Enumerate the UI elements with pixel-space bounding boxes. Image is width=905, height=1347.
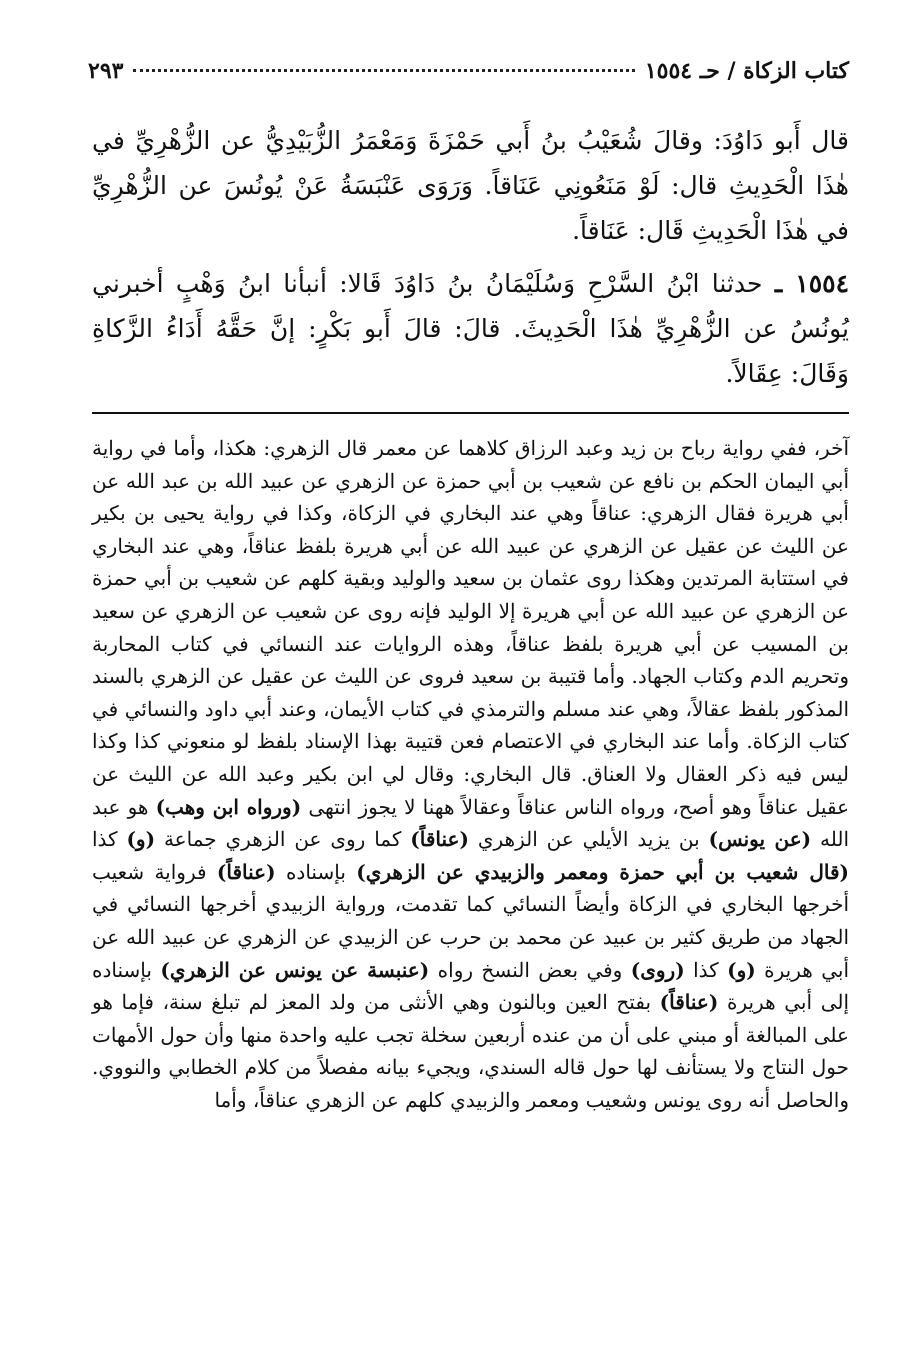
commentary-text: بن يزيد الأيلي عن الزهري xyxy=(477,827,700,852)
running-title: كتاب الزكاة / حـ ١٥٥٤ xyxy=(644,58,849,84)
header-dot-leader xyxy=(133,69,634,72)
commentary-text: كذا xyxy=(693,957,719,982)
commentary-text: كذا xyxy=(92,827,118,852)
commentary-heading: (روى) xyxy=(630,957,685,982)
commentary-heading: (عن يونس) xyxy=(708,827,812,852)
commentary-heading: (عناقاً) xyxy=(410,827,469,852)
commentary-text: بإسناده إلى أبي هريرة xyxy=(92,957,850,1015)
footnote-divider xyxy=(92,412,849,414)
hadith-text: حدثنا ابْنُ السَّرْحِ وَسُلَيْمَانُ بنُ دَاوُدَ قَالا: أنبأنا ابنُ وَهْبٍ أخبرني يُونُسُ عن الزُّهْرِيِّ هٰذَا الْحَدِيثَ. قالَ: قالَ أَبو بَكْرٍ: إنَّ حَقَّهُ أَدَاءُ الزَّكاةِ وَقَالَ: عِقَالاً. xyxy=(92,269,849,388)
page-header xyxy=(88,58,849,92)
main-text xyxy=(92,118,849,396)
commentary-footnotes xyxy=(92,432,849,1116)
commentary-heading: (عنبسة عن يونس عن الزهري) xyxy=(160,957,430,982)
commentary-heading: (و) xyxy=(126,827,156,852)
main-paragraph-1: قال أَبو دَاوُدَ: وقالَ شُعَيْبُ بنُ أَبي حَمْزَةَ وَمَعْمَرُ الزُّبَيْدِيُّ عن الزُّهْرِيِّ في هٰذَا الْحَدِيثِ قال: لَوْ مَنَعُونِي عَنَاقاً. وَرَوَى عَنْبَسَةُ عَنْ يُونُسَ عن الزُّهْرِيِّ في هٰذَا الْحَدِيثِ قَال: عَنَاقاً. xyxy=(92,126,849,245)
commentary-text: فرواية شعيب أخرجها البخاري في الزكاة وأيضاً النسائي كما تقدمت، ورواية الزبيدي أخرجها النسائي في الجهاد من طريق كثير بن عبيد عن محمد بن حرب عن الزبيدي عن الزهري عن عبيد الله عن أبي هريرة xyxy=(92,859,850,982)
commentary-heading: (و) xyxy=(727,957,756,982)
commentary-text: بفتح العين وبالنون وهي الأنثى من ولد المعز لم تبلغ سنة، فإما هو على المبالغة أو مبني على أن من عنده أربعين سخلة تجب عليه واحدة منها وأن حول الأمهات حول النتاج ولا يستأنف لها حول قاله السندي، ويجيء بيانه مفصلاً من كلام الخطابي والنووي. والحاصل أنه روى يونس وشعيب ومعمر والزبيدي كلهم عن الزهري عناقاً، وأما xyxy=(92,990,849,1112)
commentary-heading: (عناقاً) xyxy=(659,990,719,1015)
commentary-heading: (ورواه ابن وهب) xyxy=(155,794,302,819)
commentary-text: هو عبد الله xyxy=(92,794,850,852)
main-paragraph-2 xyxy=(92,261,849,396)
commentary-text: كما روى عن الزهري جماعة xyxy=(163,827,402,852)
commentary-text: آخر، ففي رواية رباح بن زيد وعبد الرزاق كلاهما عن معمر قال الزهري: هكذا، وأما في رواية أبي اليمان الحكم بن نافع عن شعيب بن أبي حمزة عن الزهري عن عبيد الله بن عبد الله عن أبي هريرة فقال الزهري: عناقاً وهي عند البخاري في الزكاة، وكذا في رواية يحيى بن بكير عن الليث عن عقيل عن الزهري عن عبيد الله عن أبي هريرة بلفظ عناقاً، وهي عند البخاري في استتابة المرتدين وهكذا روى عثمان بن سعيد والوليد وبقية كلهم عن شعيب بن أبي حمزة عن الزهري عن عبيد الله عن أبي هريرة إلا الوليد فإنه روى عن شعيب عن الزهري عن سعيد بن المسيب عن أبي هريرة بلفظ عناقاً، وهذه الروايات عند النسائي في كتاب المحاربة وتحريم الدم وكتاب الجهاد. وأما قتيبة بن سعيد فروى عن الليث عن عقيل عن الزهري بالسند المذكور بلفظ عقالاً، وهي عند مسلم والترمذي في كتاب الأيمان، وعند أبي داود والنسائي في كتاب الزكاة. وأما عند البخاري في الاعتصام فعن قتيبة بهذا الإسناد بلفظ لو منعوني كذا وكذا ليس فيه ذكر العقال ولا العناق. قال البخاري: وقال لي ابن بكير وعبد الله عن الليث عن عقيل عناقاً وهو أصح، ورواه الناس عناقاً وعقالاً ههنا لا يجوز انتهى xyxy=(92,436,849,819)
commentary-heading: (قال شعيب بن أبي حمزة ومعمر والزبيدي عن الزهري) xyxy=(356,859,850,884)
commentary-text: وفي بعض النسخ رواه xyxy=(437,957,623,982)
hadith-number: ١٥٥٤ ـ xyxy=(774,269,849,298)
commentary-paragraph xyxy=(92,432,849,1116)
commentary-heading: (عناقاً) xyxy=(216,859,276,884)
page-number: ٢٩٣ xyxy=(88,58,124,84)
commentary-text: بإسناده xyxy=(285,859,346,884)
